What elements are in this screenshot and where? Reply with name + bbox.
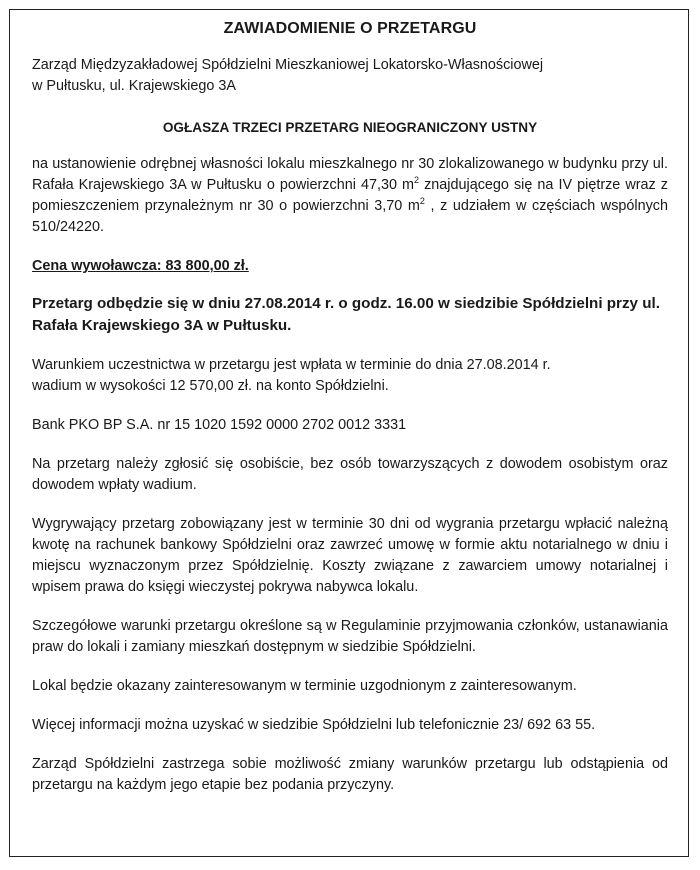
starting-price: Cena wywoławcza: 83 800,00 zł. — [32, 258, 249, 274]
announcement-heading: OGŁASZA TRZECI PRZETARG NIEOGRANICZONY USTNY — [162, 120, 538, 135]
board-line-1: Zarząd Międzyzakładowej Spółdzielni Mieszkaniowej Lokatorsko-Własnościowej — [32, 57, 544, 73]
unit-superscript-1: 2 — [414, 175, 420, 185]
winner-obligations: Wygrywający przetarg zobowiązany jest w terminie 30 dni od wygrania przetargu wpłacić należną kwotę na rachunek bankowy Spółdzielni oraz zawrzeć umowę w formie aktu notarialnego w dniu i miejscu wyznaczonym przez Spółdzielnię. Koszty związane z zawarciem umowy notarialnej i wpisem prawa do księgi wieczystej pokrywa nabywca lokalu. — [32, 516, 668, 595]
detailed-rules: Szczegółowe warunki przetargu określone są w Regulaminie przyjmowania członków, ustanawiania praw do lokali i zamiany mieszkań dostępnym w siedzibie Spółdzielni. — [32, 618, 668, 655]
notice-title: ZAWIADOMIENIE O PRZETARGU — [223, 20, 477, 37]
notice-frame — [9, 9, 689, 857]
contact-info: Więcej informacji można uzyskać w siedzibie Spółdzielni lub telefonicznie 23/ 692 63 55. — [32, 717, 596, 733]
notice-content — [32, 10, 668, 796]
participation-condition — [32, 355, 668, 397]
subject-paragraph — [32, 154, 668, 238]
personal-attendance: Na przetarg należy zgłosić się osobiście, bez osób towarzyszących z dowodem osobistym oraz dowodem wpłaty wadium. — [32, 456, 668, 493]
condition-line-2: wadium w wysokości 12 570,00 zł. na konto Spółdzielni. — [32, 378, 389, 394]
subject-part-2: znajdującego się na IV piętrze wraz z pomieszczeniem przynależnym nr 30 o powierzchni 3,70 m — [32, 177, 669, 214]
viewing-info: Lokal będzie okazany zainteresowanym w terminie uzgodnionym z zainteresowanym. — [32, 678, 577, 694]
subject-part-3: , z udziałem w częściach wspólnych 510/24220. — [32, 198, 668, 235]
auction-date: Przetarg odbędzie się w dniu 27.08.2014 r. o godz. 16.00 w siedzibie Spółdzielni przy ul. Rafała Krajewskiego 3A w Pułtusku. — [32, 295, 660, 334]
reservation-clause: Zarząd Spółdzielni zastrzega sobie możliwość zmiany warunków przetargu lub odstąpienia od przetargu na każdym jego etapie bez podania przyczyny. — [32, 756, 668, 793]
condition-line-1: Warunkiem uczestnictwa w przetargu jest wpłata w terminie do dnia 27.08.2014 r. — [32, 357, 551, 373]
board-name — [32, 55, 668, 97]
unit-superscript-2: 2 — [419, 196, 425, 206]
subject-part-1: na ustanowienie odrębnej własności lokalu mieszkalnego nr 30 zlokalizowanego w budynku przy ul. Rafała Krajewskiego 3A w Pułtusku o powierzchni 47,30 m — [32, 156, 668, 193]
board-line-2: w Pułtusku, ul. Krajewskiego 3A — [32, 78, 236, 94]
bank-account: Bank PKO BP S.A. nr 15 1020 1592 0000 2702 0012 3331 — [32, 417, 407, 433]
